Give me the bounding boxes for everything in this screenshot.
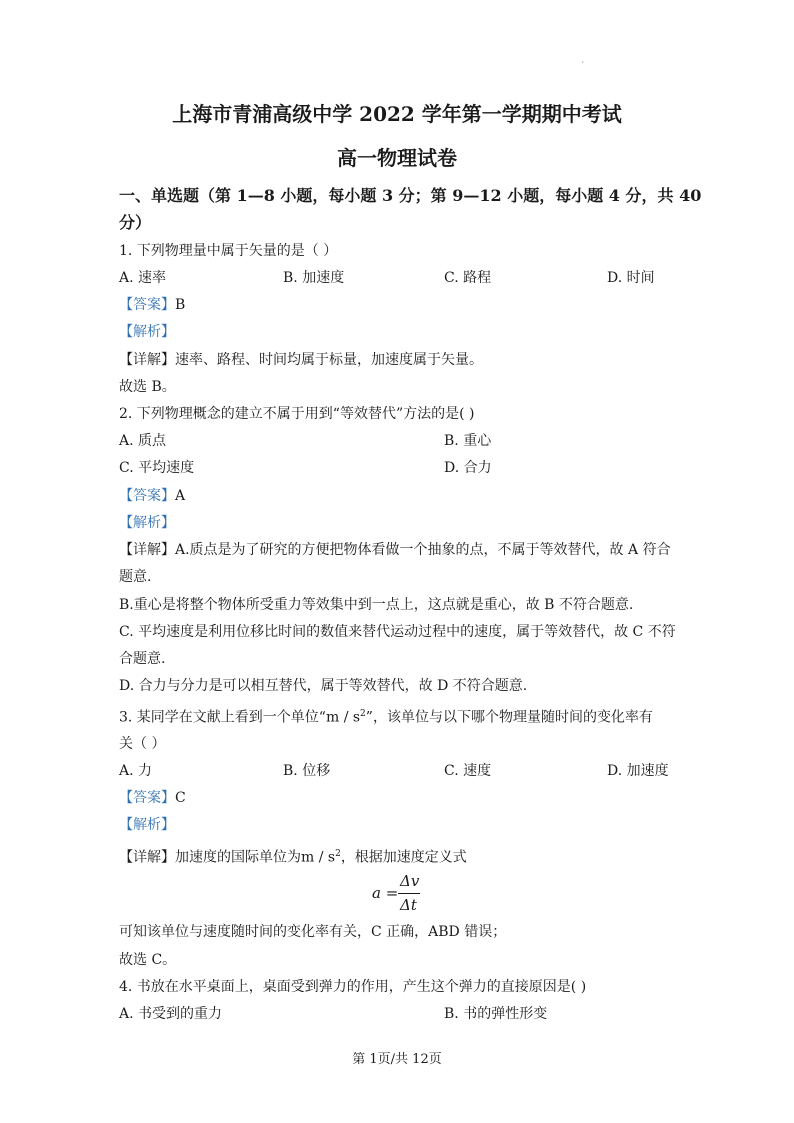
- answer-label: 【答案】: [119, 790, 175, 806]
- q1-analysis-label: 【解析】: [119, 324, 175, 340]
- q2-option-d: D. 合力: [444, 460, 492, 476]
- q4-option-b: B. 书的弹性形变: [444, 1006, 548, 1022]
- detail-text: 速率、路程、时间均属于标量，加速度属于矢量。: [175, 352, 483, 368]
- q1-detail: [119, 350, 483, 370]
- stem-part-a: 3. 某同学在文献上看到一个单位“: [119, 709, 326, 726]
- question-1-stem: 1. 下列物理量中属于矢量的是（ ）: [119, 243, 338, 259]
- detail-label: 【详解】: [119, 542, 175, 558]
- section-heading-cont: 分）: [119, 213, 152, 232]
- q2-detail-2: 题意.: [119, 569, 152, 585]
- fraction-bar: [398, 893, 420, 894]
- corner-mark: ·: [581, 58, 584, 67]
- formula-numerator: Δv: [400, 872, 420, 890]
- q2-detail-4: C. 平均速度是利用位移比时间的数值来替代运动过程中的速度，属于等效替代，故 C 不符: [119, 624, 676, 640]
- q3-analysis-label: 【解析】: [119, 817, 175, 833]
- acceleration-formula: [372, 872, 442, 916]
- q2-detail-3: B.重心是将整个物体所受重力等效集中到一点上，这点就是重心，故 B 不符合题意.: [119, 597, 634, 613]
- unit-exponent: 2: [335, 849, 341, 859]
- detail-text: A.质点是为了研究的方便把物体看做一个抽象的点，不属于等效替代，故 A 符合: [175, 542, 671, 558]
- formula-lhs: a =: [372, 884, 399, 902]
- q2-option-a: A. 质点: [119, 433, 167, 449]
- q1-option-d: D. 时间: [607, 270, 655, 286]
- q3-conclusion: 故选 C。: [119, 952, 177, 968]
- q4-option-a: A. 书受到的重力: [119, 1006, 223, 1022]
- stem-part-b: ”，该单位与以下哪个物理量随时间的变化率有: [365, 709, 653, 726]
- q2-detail-5: 合题意.: [119, 651, 166, 667]
- q2-detail-1: [119, 540, 671, 560]
- question-2-stem: 2. 下列物理概念的建立不属于用到“等效替代”方法的是( ): [119, 406, 475, 422]
- q2-analysis-label: 【解析】: [119, 515, 175, 531]
- unit-text: m / s: [325, 709, 361, 726]
- unit-exponent: 2: [360, 709, 366, 719]
- q1-option-b: B. 加速度: [283, 270, 345, 286]
- answer-value: A: [175, 488, 186, 504]
- answer-label: 【答案】: [119, 297, 175, 313]
- q3-option-d: D. 加速度: [607, 763, 669, 779]
- q1-conclusion: 故选 B。: [119, 379, 176, 395]
- q2-option-b: B. 重心: [444, 433, 492, 449]
- q1-option-c: C. 路程: [444, 270, 492, 286]
- q3-option-b: B. 位移: [283, 763, 331, 779]
- answer-label: 【答案】: [119, 488, 175, 504]
- q3-detail: [119, 844, 467, 868]
- formula-denominator: Δt: [400, 896, 417, 914]
- unit-text: m / s: [301, 849, 336, 866]
- page-footer: 第 1页/共 12页: [352, 1052, 442, 1067]
- q3-option-a: A. 力: [119, 763, 153, 779]
- detail-text-2: ，根据加速度定义式: [340, 849, 467, 866]
- q2-detail-6: D. 合力与分力是可以相互替代，属于等效替代，故 D 不符合题意.: [119, 678, 528, 694]
- question-3-stem-cont: 关（ ）: [119, 736, 166, 752]
- detail-label: 【详解】: [119, 849, 175, 866]
- answer-value: B: [175, 297, 186, 313]
- exam-subtitle: 高一物理试卷: [337, 146, 457, 170]
- q3-answer: [119, 788, 186, 808]
- q1-answer: [119, 295, 185, 315]
- section-heading: 一、单选题（第 1—8 小题，每小题 3 分；第 9—12 小题，每小题 4 分，共 40: [119, 186, 702, 205]
- exam-title: 上海市青浦高级中学 2022 学年第一学期期中考试: [172, 102, 622, 126]
- detail-text: 加速度的国际单位为: [175, 849, 301, 866]
- q3-option-c: C. 速度: [444, 763, 492, 779]
- detail-label: 【详解】: [119, 352, 175, 368]
- q2-answer: [119, 486, 185, 506]
- q1-option-a: A. 速率: [119, 270, 167, 286]
- answer-value: C: [175, 790, 186, 806]
- q2-option-c: C. 平均速度: [119, 460, 195, 476]
- question-3-stem: [119, 704, 653, 728]
- question-4-stem: 4. 书放在水平桌面上，桌面受到弹力的作用，产生这个弹力的直接原因是( ): [119, 979, 587, 995]
- q3-after-text: 可知该单位与速度随时间的变化率有关，C 正确，ABD 错误；: [119, 924, 507, 940]
